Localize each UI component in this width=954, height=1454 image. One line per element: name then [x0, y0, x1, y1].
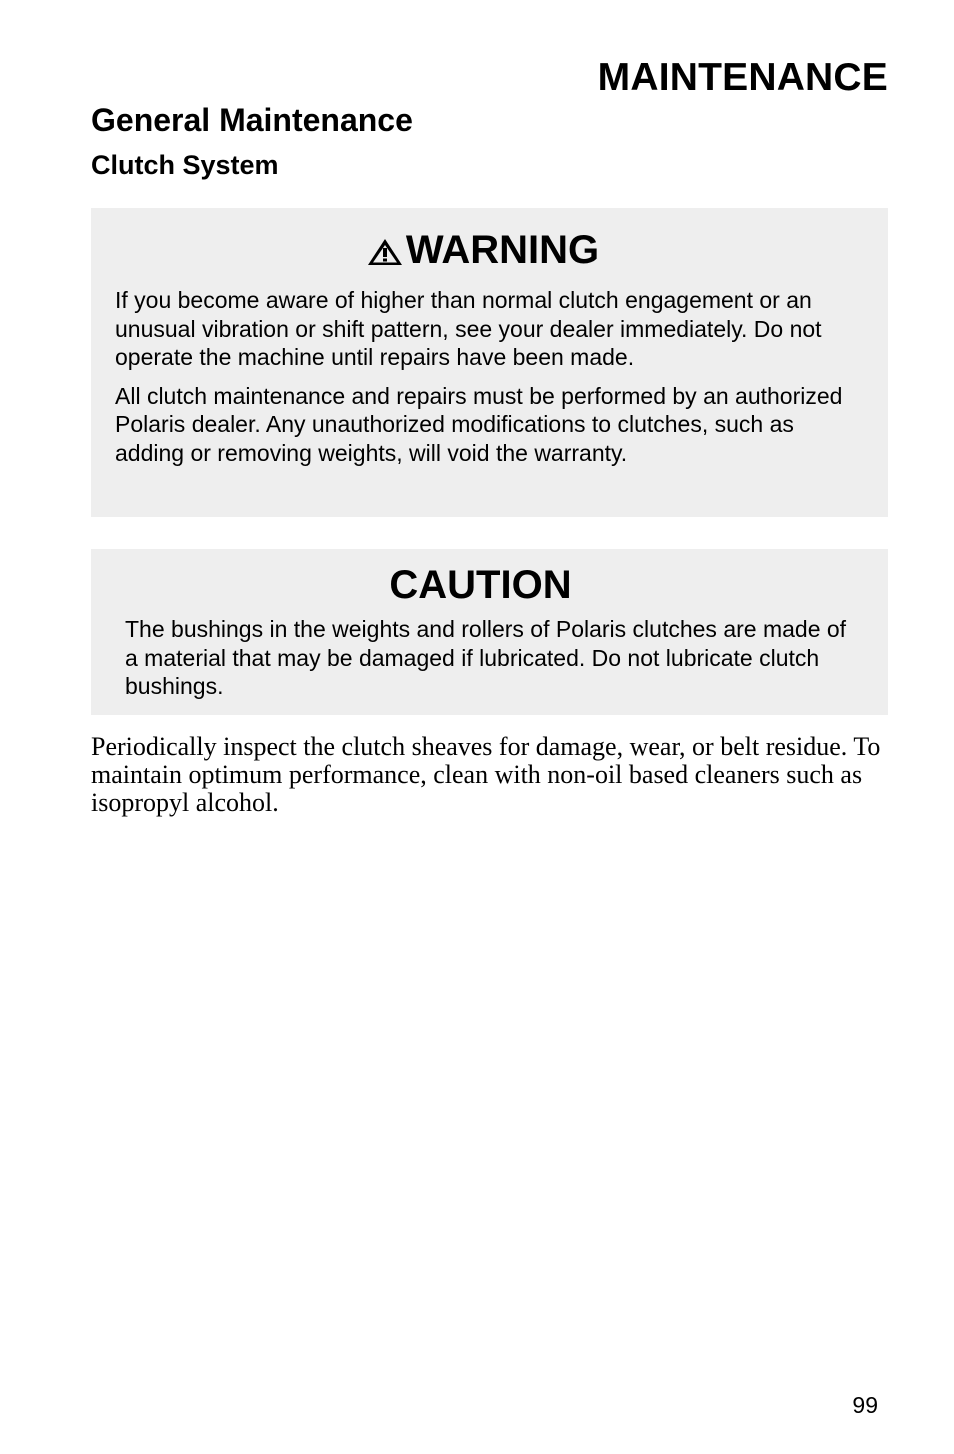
warning-paragraph: All clutch maintenance and repairs must be performed by an authorized Polaris dealer. Any unauthorized modifications to clutches, such as adding or removing weights, will void the warranty. — [115, 382, 843, 466]
page-heading: General Maintenance — [91, 102, 413, 138]
caution-title: CAUTION — [389, 563, 572, 607]
warning-box — [91, 208, 888, 517]
subheading: Clutch System — [91, 150, 279, 180]
warning-triangle-icon — [366, 237, 404, 267]
section-title: MAINTENANCE — [597, 56, 888, 99]
warning-paragraph: If you become aware of higher than normal clutch engagement or an unusual vibration or shift pattern, see your dealer immediately. Do not operate the machine until repairs have been made. — [115, 287, 822, 370]
body-paragraph: Periodically inspect the clutch sheaves for damage, wear, or belt residue. To maintain optimum performance, clean with non-oil based cleaners such as isopropyl alcohol. — [91, 732, 881, 817]
caution-text: The bushings in the weights and rollers of Polaris clutches are made of a material that may be damaged if lubricated. Do not lubricate clutch bushings. — [125, 616, 847, 699]
page-number: 99 — [852, 1392, 878, 1418]
warning-title: WARNING — [405, 228, 600, 272]
warning-title-row — [115, 226, 860, 276]
caution-box — [91, 549, 888, 715]
